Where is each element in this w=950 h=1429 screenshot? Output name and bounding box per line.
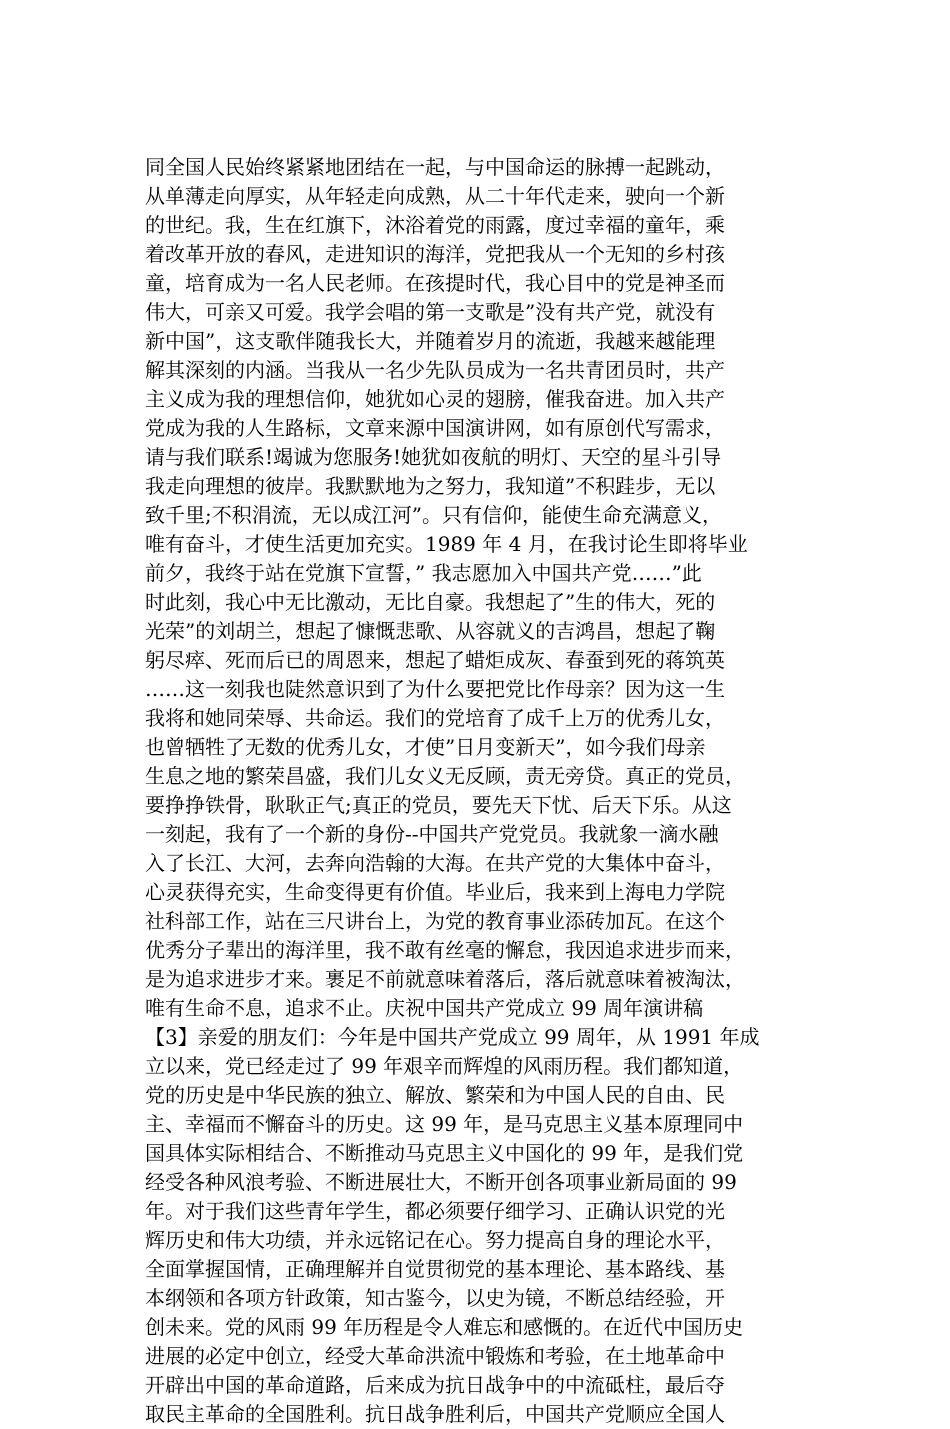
text-line: 光荣”的刘胡兰，想起了慷慨悲歌、从容就义的吉鸿昌，想起了鞠 <box>145 619 716 643</box>
text-line: 辉历史和伟大功绩，并永远铭记在心。努力提高自身的理论水平， <box>145 1228 725 1252</box>
text-line: 党成为我的人生路标，文章来源中国演讲网，如有原创代写需求， <box>145 416 725 440</box>
text-line: 从单薄走向厚实，从年轻走向成熟，从二十年代走来，驶向一个新 <box>145 184 725 208</box>
text-line: 我走向理想的彼岸。我默默地为之努力，我知道”不积跬步，无以 <box>145 474 716 498</box>
text-line: 取民主革命的全国胜利。抗日战争胜利后，中国共产党顺应全国人 <box>145 1402 725 1426</box>
text-line: 伟大，可亲又可爱。我学会唱的第一支歌是”没有共产党，就没有 <box>145 300 716 324</box>
body-text <box>145 153 810 1429</box>
text-line: 要挣挣铁骨，耿耿正气;真正的党员，要先天下忧、后天下乐。从这 <box>145 793 732 817</box>
text-line: 社科部工作，站在三尺讲台上，为党的教育事业添砖加瓦。在这个 <box>145 909 725 933</box>
text-line: 进展的必定中创立，经受大革命洪流中锻炼和考验，在土地革命中 <box>145 1344 725 1368</box>
text-line: 致千里;不积涓流，无以成江河”。只有信仰，能使生命充满意义， <box>145 503 722 527</box>
text-line: 是为追求进步才来。裹足不前就意味着落后，落后就意味着被淘汰， <box>145 967 745 991</box>
text-line: 着改革开放的春风，走进知识的海洋，党把我从一个无知的乡村孩 <box>145 242 725 266</box>
text-line: 唯有奋斗，才使生活更加充实。1989 年 4 月，在我讨论生即将毕业 <box>145 532 748 556</box>
text-line: 前夕，我终于站在党旗下宣誓，” 我志愿加入中国共产党……”此 <box>145 561 702 585</box>
text-line: ……这一刻我也陡然意识到了为什么要把党比作母亲？因为这一生 <box>145 677 725 701</box>
text-line: 入了长江、大河，去奔向浩翰的大海。在共产党的大集体中奋斗， <box>145 851 725 875</box>
text-line: 立以来，党已经走过了 99 年艰辛而辉煌的风雨历程。我们都知道， <box>145 1054 744 1078</box>
text-line: 创未来。党的风雨 99 年历程是令人难忘和感慨的。在近代中国历史 <box>145 1315 744 1339</box>
text-line: 的世纪。我，生在红旗下，沐浴着党的雨露，度过幸福的童年，乘 <box>145 213 725 237</box>
text-line: 请与我们联系!竭诚为您服务!她犹如夜航的明灯、天空的星斗引导 <box>145 445 722 469</box>
text-line: 全面掌握国情，正确理解并自觉贯彻党的基本理论、基本路线、基 <box>145 1257 725 1281</box>
text-line: 躬尽瘁、死而后已的周恩来，想起了蜡炬成灰、春蚕到死的蒋筑英 <box>145 648 725 672</box>
text-line: 主、幸福而不懈奋斗的历史。这 99 年，是马克思主义基本原理同中 <box>145 1112 744 1136</box>
text-line: 经受各种风浪考验、不断进展壮大，不断开创各项事业新局面的 99 <box>145 1170 737 1194</box>
text-line: 开辟出中国的革命道路，后来成为抗日战争中的中流砥柱，最后夺 <box>145 1373 725 1397</box>
text-line: 优秀分子辈出的海洋里，我不敢有丝毫的懈怠，我因追求进步而来， <box>145 938 745 962</box>
text-line: 【3】亲爱的朋友们：今年是中国共产党成立 99 周年，从 1991 年成 <box>145 1025 760 1049</box>
text-line: 主义成为我的理想信仰，她犹如心灵的翅膀，催我奋进。加入共产 <box>145 387 725 411</box>
text-line: 年。对于我们这些青年学生，都必须要仔细学习、正确认识党的光 <box>145 1199 725 1223</box>
text-line: 唯有生命不息，追求不止。庆祝中国共产党成立 99 周年演讲稿 <box>145 996 704 1020</box>
text-line: 国具体实际相结合、不断推动马克思主义中国化的 99 年，是我们党 <box>145 1141 744 1165</box>
text-line: 心灵获得充实，生命变得更有价值。毕业后，我来到上海电力学院 <box>145 880 725 904</box>
text-line: 也曾牺牲了无数的优秀儿女，才使”日月变新天”，如今我们母亲 <box>145 735 706 759</box>
text-line: 时此刻，我心中无比激动，无比自豪。我想起了”生的伟大，死的 <box>145 590 716 614</box>
text-line: 同全国人民始终紧紧地团结在一起，与中国命运的脉搏一起跳动， <box>145 155 725 179</box>
text-line: 一刻起，我有了一个新的身份--中国共产党党员。我就象一滴水融 <box>145 822 719 846</box>
text-line: 党的历史是中华民族的独立、解放、繁荣和为中国人民的自由、民 <box>145 1083 725 1107</box>
text-line: 童，培育成为一名人民老师。在孩提时代，我心目中的党是神圣而 <box>145 271 725 295</box>
text-line: 生息之地的繁荣昌盛，我们儿女义无反顾，责无旁贷。真正的党员， <box>145 764 745 788</box>
text-line: 我将和她同荣辱、共命运。我们的党培育了成千上万的优秀儿女， <box>145 706 725 730</box>
text-line: 新中国”，这支歌伴随我长大，并随着岁月的流逝，我越来越能理 <box>145 329 716 353</box>
text-line: 解其深刻的内涵。当我从一名少先队员成为一名共青团员时，共产 <box>145 358 725 382</box>
text-line: 本纲领和各项方针政策，知古鉴今，以史为镜，不断总结经验，开 <box>145 1286 725 1310</box>
